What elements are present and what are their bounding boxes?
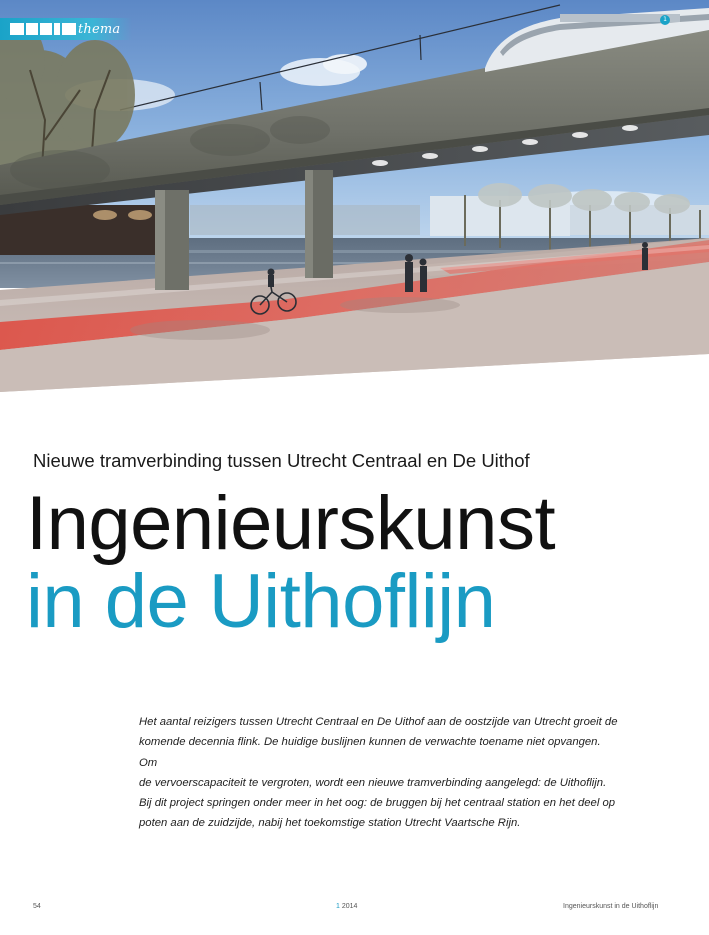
section-label: thema: [78, 21, 121, 37]
logo-icon: [10, 23, 76, 35]
article-subtitle: Nieuwe tramverbinding tussen Utrecht Centraal en De Uithof: [33, 450, 530, 471]
photo-number-badge: 1: [660, 15, 670, 25]
page-number: 54: [33, 903, 41, 910]
section-tag: [0, 18, 132, 40]
hero-illustration: [0, 0, 709, 392]
issue-year: 2014: [341, 903, 358, 910]
title-line-2: in de Uithoflijn: [26, 559, 496, 644]
intro-line: Bij dit project springen onder meer in het oog: de bruggen bij het centraal station en het deel op: [139, 797, 616, 810]
intro-line: komende decennia flink. De huidige buslijnen kunnen de verwachte toename niet opvangen. Om: [139, 736, 601, 769]
issue-info: [336, 903, 357, 910]
running-title: Ingenieurskunst in de Uithoflijn: [563, 903, 659, 910]
intro-paragraph: [139, 712, 619, 834]
article-title: [26, 481, 556, 644]
issue-number: 1: [336, 903, 340, 910]
title-line-1: Ingenieurskunst: [26, 481, 556, 566]
intro-line: Het aantal reizigers tussen Utrecht Centraal en De Uithof aan de oostzijde van Utrecht groeit de: [139, 716, 618, 728]
intro-line: de vervoerscapaciteit te vergroten, wordt een nieuwe tramverbinding aangelegd: de Uithoflijn.: [139, 776, 607, 789]
intro-line: poten aan de zuidzijde, nabij het toekomstige station Utrecht Vaartsche Rijn.: [139, 817, 521, 830]
